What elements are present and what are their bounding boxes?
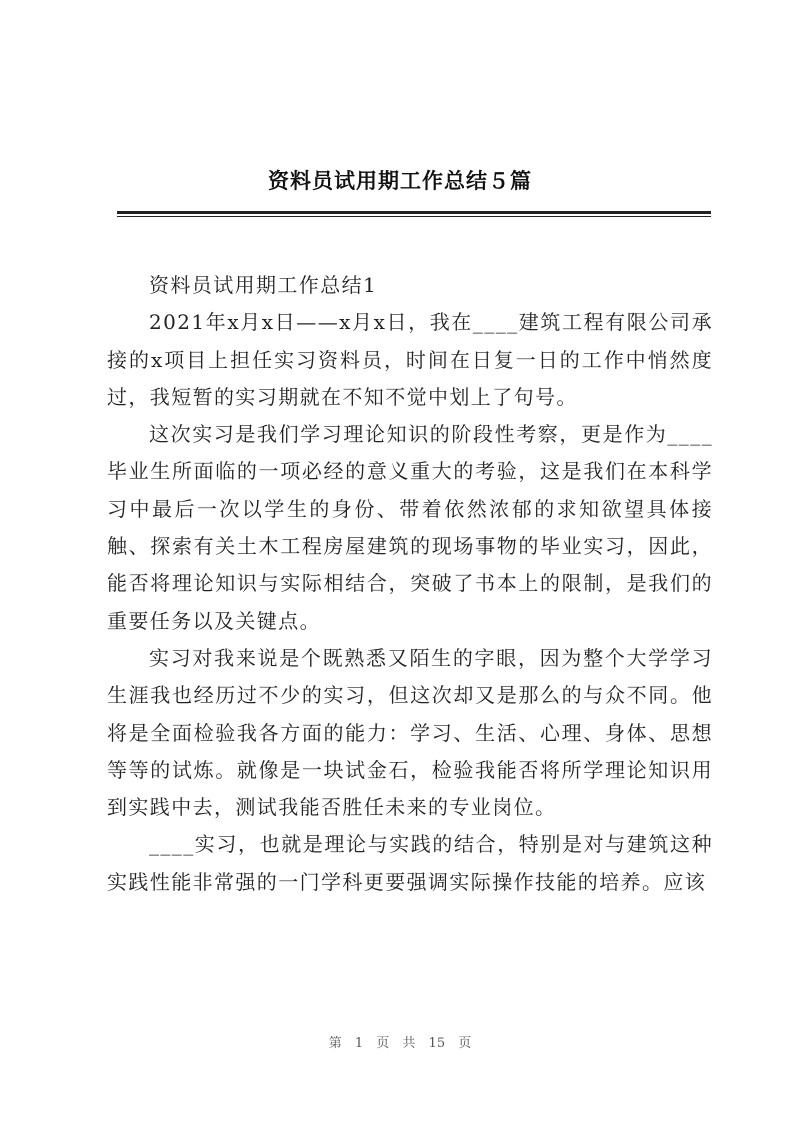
paragraph-3: 实习对我来说是个既熟悉又陌生的字眼，因为整个大学学习生涯我也经历过不少的实习，但这次却又是那么的与众不同。他将是全面检验我各方面的能力：学习、生活、心理、身体、思想等等的试炼。就像是一块试金石，检验我能否将所学理论知识用到实践中去，测试我能否胜任未来的专业岗位。 — [107, 645, 713, 820]
paragraph-4: ____实习，也就是理论与实践的结合，特别是对与建筑这种实践性能非常强的一门学科更要强调实际操作技能的培养。应该 — [107, 832, 713, 894]
section-heading: 资料员试用期工作总结1 — [149, 273, 378, 297]
document-body — [107, 267, 713, 901]
title-rule-thick — [117, 211, 711, 214]
paragraph-1: 2021年x月x日——x月x日，我在____建筑工程有限公司承接的x项目上担任实习资料员，时间在日复一日的工作中悄然度过，我短暂的实习期就在不知不觉中划上了句号。 — [107, 310, 713, 409]
page-footer: 第 1 页 共 15 页 — [328, 1036, 472, 1051]
title-rule-thin — [117, 216, 711, 217]
paragraph-2: 这次实习是我们学习理论知识的阶段性考察，更是作为____毕业生所面临的一项必经的意义重大的考验，这是我们在本科学习中最后一次以学生的身份、带着依然浓郁的求知欲望具体接触、探索有关土木工程房屋建筑的现场事物的毕业实习，因此，能否将理论知识与实际相结合，突破了书本上的限制，是我们的重要任务以及关键点。 — [107, 422, 713, 633]
document-title: 资料员试用期工作总结５篇 — [268, 169, 532, 193]
